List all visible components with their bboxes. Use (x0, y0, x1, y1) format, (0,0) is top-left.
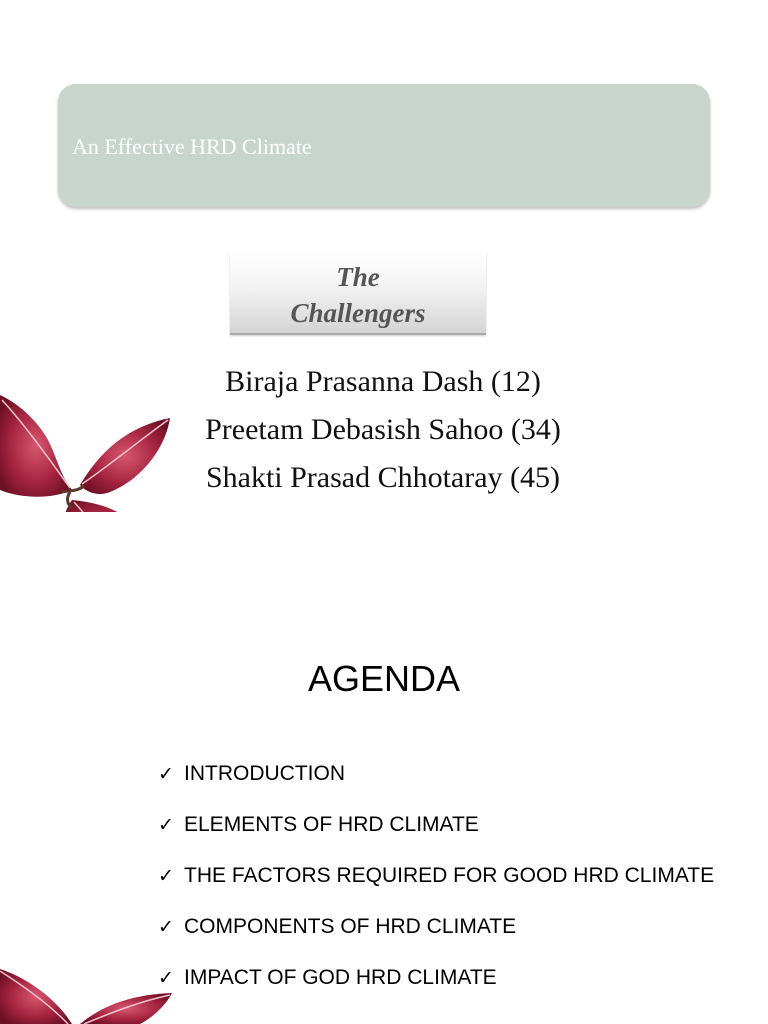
leaves-icon (0, 380, 190, 512)
team-name-box (230, 253, 486, 335)
list-item (158, 762, 714, 813)
team-name-line-1: The (336, 262, 380, 292)
team-name-line-2: Challengers (290, 298, 426, 328)
list-item (158, 966, 714, 1017)
agenda-item-label: COMPONENTS OF HRD CLIMATE (184, 915, 517, 938)
agenda-item-label: THE FACTORS REQUIRED FOR GOOD HRD CLIMATE (184, 864, 715, 887)
member-list (168, 358, 598, 502)
checkmark-icon: ✓ (158, 967, 174, 989)
member-name: Preetam Debasish Sahoo (34) (205, 413, 561, 446)
leaves-icon (0, 967, 190, 1024)
title-box (58, 84, 710, 207)
member-name: Shakti Prasad Chhotaray (45) (205, 461, 561, 494)
agenda-item-label: INTRODUCTION (184, 762, 345, 785)
agenda-list (158, 762, 714, 1017)
member-name: Biraja Prasanna Dash (12) (225, 365, 541, 398)
checkmark-icon: ✓ (158, 763, 174, 785)
list-item (158, 813, 714, 864)
agenda-item-label: IMPACT OF GOD HRD CLIMATE (184, 966, 497, 989)
checkmark-icon: ✓ (158, 814, 174, 836)
agenda-slide (0, 512, 768, 1024)
list-item (158, 915, 714, 966)
checkmark-icon: ✓ (158, 916, 174, 938)
agenda-item-label: ELEMENTS OF HRD CLIMATE (184, 813, 479, 836)
checkmark-icon: ✓ (158, 865, 174, 887)
agenda-heading: AGENDA (307, 658, 461, 699)
list-item (158, 864, 714, 915)
slide-title: An Effective HRD Climate (72, 134, 312, 159)
